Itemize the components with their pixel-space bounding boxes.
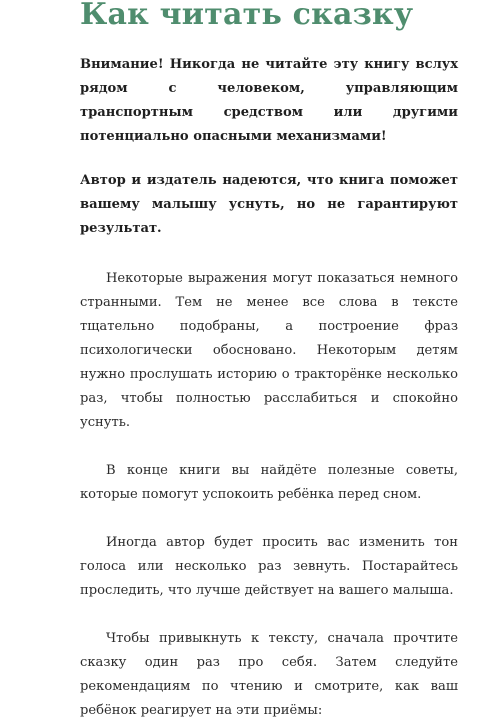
paragraph-practice: Чтобы привыкнуть к тексту, сначала прочтите сказку один раз про себя. Затем следуйте рекомендациям по чтению и смотрите, как ваш ребёнок реагирует на эти приёмы: [80, 631, 458, 718]
page-title: Как читать сказку [80, 0, 414, 32]
warning-text: Внимание! Никогда не читайте эту книгу вслух рядом с человеком, управляющим транспортным средством или другими потенциально опасными механизмами! [80, 57, 458, 144]
paragraph-voice: Иногда автор будет просить вас изменить тон голоса или несколько раз зевнуть. Постарайтесь проследить, что лучше действует на вашего малыша. [80, 535, 458, 598]
paragraph-tips: В конце книги вы найдёте полезные советы, которые помогут успокоить ребёнка перед сном. [80, 463, 458, 502]
paragraph-expressions: Некоторые выражения могут показаться немного странными. Тем не менее все слова в тексте тщательно подобраны, а построение фраз психологически обосновано. Некоторым детям нужно прослушать историю о тракторёнке несколько раз, чтобы полностью расслабиться и спокойно уснуть. [80, 271, 458, 430]
disclaimer-text: Автор и издатель надеются, что книга поможет вашему малышу уснуть, но не гарантируют результат. [80, 173, 458, 236]
